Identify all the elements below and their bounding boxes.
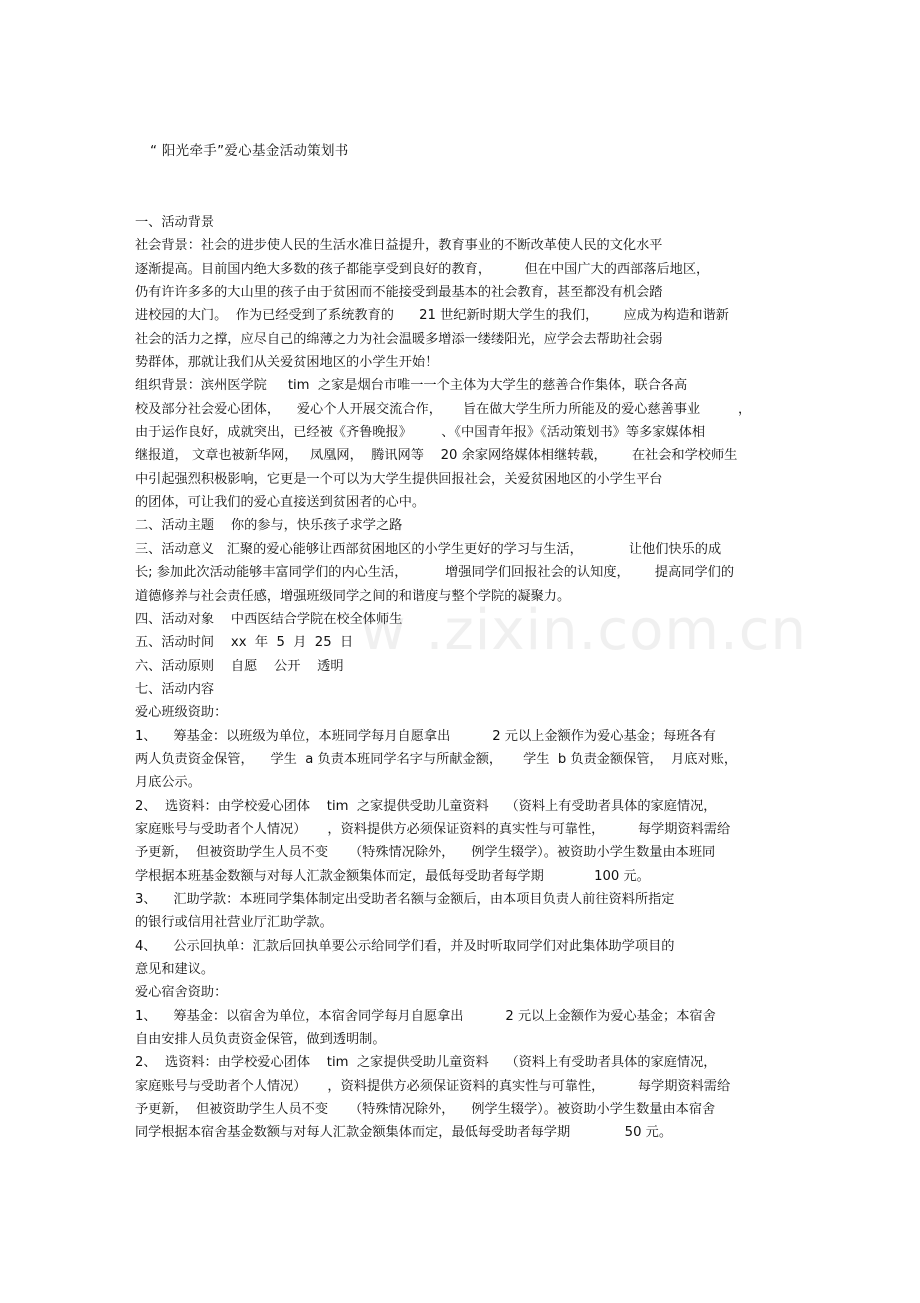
text-line: 校及部分社会爱心团体， 爱心个人开展交流合作， 旨在做大学生所力所能及的爱心慈善事业 ， bbox=[135, 401, 752, 417]
text-line: 的银行或信用社营业厅汇助学款。 bbox=[135, 915, 333, 931]
text-line: 进校园的大门。 作为已经受到了系统教育的 21 世纪新时期大学生的我们， 应成为构造和谐新 bbox=[135, 308, 729, 324]
text-line: 道德修养与社会责任感，增强班级同学之间的和谐度与整个学院的凝聚力。 bbox=[135, 588, 571, 604]
text-line: 势群体，那就让我们从关爱贫困地区的小学生开始！ bbox=[135, 355, 439, 371]
text-line: 社会的活力之撑，应尽自己的绵薄之力为社会温暖多增添一缕缕阳光，应学会去帮助社会弱 bbox=[135, 331, 663, 347]
text-line: 二、活动主题 你的参与，快乐孩子求学之路 bbox=[135, 518, 403, 534]
text-line: 2、 选资料：由学校爱心团体 tim 之家提供受助儿童资料 （资料上有受助者具体的家庭情况， bbox=[135, 1055, 717, 1071]
text-line: 组织背景：滨州医学院 tim 之家是烟台市唯一一个主体为大学生的慈善合作集体，联合各高 bbox=[135, 378, 688, 394]
text-line: 七、活动内容 bbox=[135, 681, 215, 697]
text-line: 家庭账号与受助者个人情况） ，资料提供方必须保证资料的真实性与可靠性， 每学期资料需给 bbox=[135, 821, 731, 837]
text-line: 由于运作良好，成就突出，已经被《齐鲁晚报》 、《中国青年报》《活动策划书》等多家媒体相 bbox=[135, 425, 706, 441]
text-line: 长; 参加此次活动能够丰富同学们的内心生活， 增强同学们回报社会的认知度， 提高同学们的 bbox=[135, 565, 735, 581]
text-line: 自由安排人员负责资金保管，做到透明制。 bbox=[135, 1032, 386, 1048]
text-line: 月底公示。 bbox=[135, 775, 201, 791]
text-line: 1、 筹基金：以宿舍为单位，本宿舍同学每月自愿拿出 2 元以上金额作为爱心基金；本宿舍 bbox=[135, 1008, 716, 1024]
text-line: 一、活动背景 bbox=[135, 215, 215, 230]
document-body bbox=[135, 211, 785, 1145]
text-line: 意见和建议。 bbox=[135, 962, 215, 977]
text-line: 社会背景：社会的进步使人民的生活水准日益提升，教育事业的不断改革使人民的文化水平 bbox=[135, 238, 663, 254]
text-line: 的团体，可让我们的爱心直接送到贫困者的心中。 bbox=[135, 495, 426, 511]
text-line: 六、活动原则 自愿 公开 透明 bbox=[135, 658, 344, 674]
text-line: 中引起强烈积极影响，它更是一个可以为大学生提供回报社会，关爱贫困地区的小学生平台 bbox=[135, 471, 663, 487]
text-line: 予更新， 但被资助学生人员不变 （特殊情况除外， 例学生辍学）。被资助小学生数量由本宿舍 bbox=[135, 1102, 716, 1118]
watermark: w .zixin.com.cn bbox=[360, 598, 808, 663]
text-line: 1、 筹基金：以班级为单位，本班同学每月自愿拿出 2 元以上金额作为爱心基金；每班各有 bbox=[135, 728, 716, 744]
text-line: 3、 汇助学款：本班同学集体制定出受助者名额与金额后，由本项目负责人前往资料所指定 bbox=[135, 891, 675, 907]
document-title: “ 阳光牵手”爱心基金活动策划书 bbox=[150, 143, 349, 159]
text-line: 继报道， 文章也被新华网， 凤凰网， 腾讯网等 20 余家网络媒体相继转载， 在社会和学校师生 bbox=[135, 448, 738, 464]
text-line: 予更新， 但被资助学生人员不变 （特殊情况除外， 例学生辍学）。被资助小学生数量由本班同 bbox=[135, 845, 716, 861]
text-line: 两人负责资金保管， 学生 a 负责本班同学名字与所献金额， 学生 b 负责金额保管， 月底对账， bbox=[135, 751, 738, 767]
text-line: 仍有许许多多的大山里的孩子由于贫困而不能接受到最基本的社会教育，甚至都没有机会踏 bbox=[135, 285, 663, 301]
text-line: 五、活动时间 xx 年 5 月 25 日 bbox=[135, 635, 354, 651]
text-line: 4、 公示回执单：汇款后回执单要公示给同学们看，并及时听取同学们对此集体助学项目的 bbox=[135, 938, 675, 954]
text-line: 爱心班级资助： bbox=[135, 705, 228, 721]
text-line: 四、活动对象 中西医结合学院在校全体师生 bbox=[135, 611, 403, 627]
text-line: 逐渐提高。目前国内绝大多数的孩子都能享受到良好的教育， 但在中国广大的西部落后地区， bbox=[135, 261, 710, 277]
text-line: 爱心宿舍资助： bbox=[135, 985, 228, 1001]
text-line: 2、 选资料：由学校爱心团体 tim 之家提供受助儿童资料 （资料上有受助者具体的家庭情况， bbox=[135, 798, 717, 814]
text-line: 学根据本班基金数额与对每人汇款金额集体而定，最低每受助者每学期 100 元。 bbox=[135, 868, 650, 884]
text-line: 家庭账号与受助者个人情况） ，资料提供方必须保证资料的真实性与可靠性， 每学期资料需给 bbox=[135, 1078, 731, 1094]
text-line: 三、活动意义 汇聚的爱心能够让西部贫困地区的小学生更好的学习与生活， 让他们快乐的成 bbox=[135, 541, 722, 557]
text-line: 同学根据本宿舍基金数额与对每人汇款金额集体而定，最低每受助者每学期 50 元。 bbox=[135, 1125, 673, 1141]
